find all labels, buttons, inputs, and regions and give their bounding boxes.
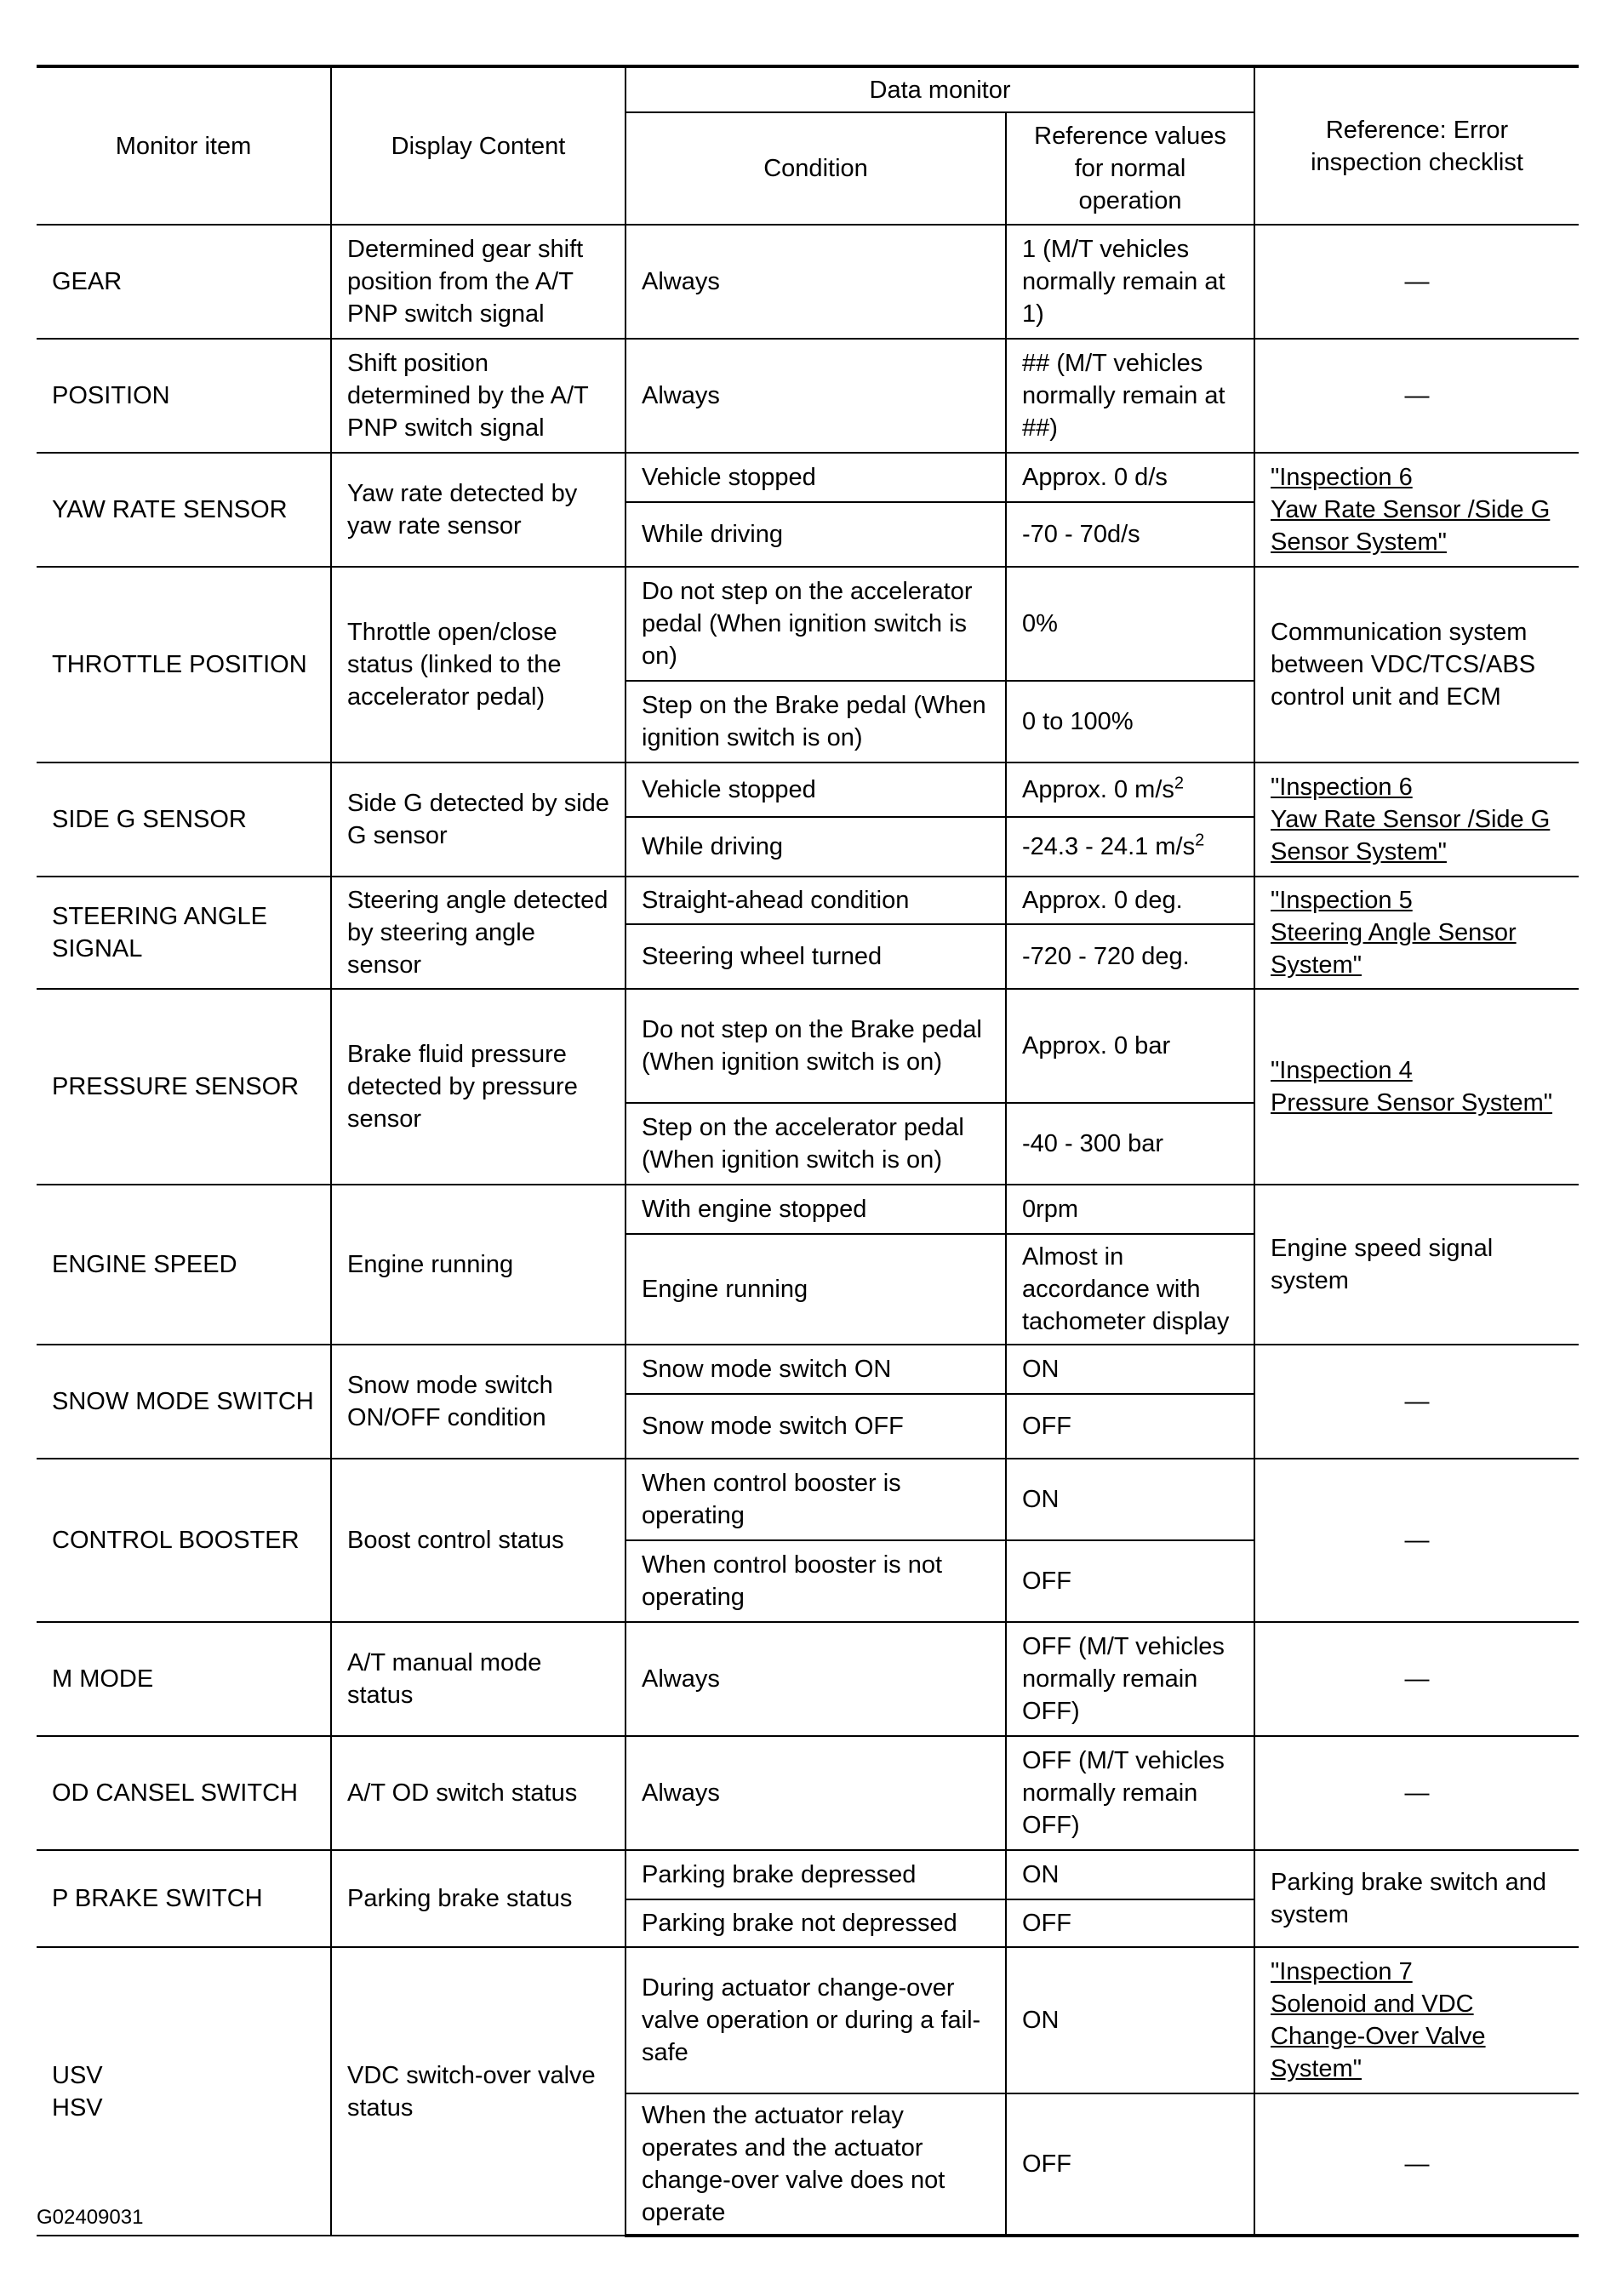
reference-none: —: [1254, 1459, 1579, 1622]
condition-cell: When control booster is not operating: [626, 1540, 1006, 1622]
condition-cell: Vehicle stopped: [626, 453, 1006, 502]
reference-none: —: [1254, 1622, 1579, 1736]
reference-value-cell: [1006, 1899, 1254, 1947]
inspection-link[interactable]: "Inspection 7 Solenoid and VDC Change-Over Valve System": [1271, 1958, 1486, 2082]
reference-value-text: ## (M/T vehicles normally remain at ##): [1022, 350, 1225, 442]
reference-value-text: ON: [1022, 1861, 1060, 1888]
condition-cell: Always: [626, 339, 1006, 453]
condition-cell: While driving: [626, 817, 1006, 877]
reference-value-cell: [1006, 225, 1254, 339]
reference-value-cell: [1006, 762, 1254, 817]
table-row: [37, 1947, 1579, 2093]
condition-cell: When the actuator relay operates and the actuator change-over valve does not operate: [626, 2093, 1006, 2236]
display-content-cell: Yaw rate detected by yaw rate sensor: [331, 453, 626, 567]
display-content-cell: Parking brake status: [331, 1850, 626, 1947]
display-content-cell: VDC switch-over valve status: [331, 1947, 626, 2236]
monitor-item-cell: USV HSV: [37, 1947, 331, 2236]
reference-value-cell: [1006, 567, 1254, 681]
condition-cell: Always: [626, 1622, 1006, 1736]
condition-cell: When control booster is operating: [626, 1459, 1006, 1540]
reference-value-text: 0%: [1022, 610, 1058, 637]
monitor-item-cell: OD CANSEL SWITCH: [37, 1736, 331, 1850]
reference-value-text: Approx. 0 m/s: [1022, 776, 1174, 803]
table-row: [37, 1459, 1579, 1540]
monitor-item-cell: M MODE: [37, 1622, 331, 1736]
condition-cell: While driving: [626, 502, 1006, 567]
monitor-item-cell: CONTROL BOOSTER: [37, 1459, 331, 1622]
reference-value-cell: [1006, 1234, 1254, 1345]
condition-cell: Step on the accelerator pedal (When ignition switch is on): [626, 1103, 1006, 1185]
reference-value-text: OFF (M/T vehicles normally remain OFF): [1022, 1633, 1225, 1725]
monitor-item-cell: SNOW MODE SWITCH: [37, 1345, 331, 1459]
display-content-cell: Determined gear shift position from the A/T PNP switch signal: [331, 225, 626, 339]
reference-value-text: Approx. 0 bar: [1022, 1032, 1171, 1059]
table-row: [37, 1185, 1579, 1234]
reference-value-cell: [1006, 1345, 1254, 1394]
monitor-item-cell: GEAR: [37, 225, 331, 339]
condition-cell: Always: [626, 225, 1006, 339]
reference-value-cell: [1006, 453, 1254, 502]
inspection-link[interactable]: "Inspection 4 Pressure Sensor System": [1271, 1057, 1553, 1117]
reference-text: Communication system between VDC/TCS/ABS control unit and ECM: [1254, 567, 1579, 762]
display-content-cell: Brake fluid pressure detected by pressure sensor: [331, 989, 626, 1185]
monitor-item-cell: THROTTLE POSITION: [37, 567, 331, 762]
monitor-item-cell: ENGINE SPEED: [37, 1185, 331, 1345]
monitor-item-cell: STEERING ANGLE SIGNAL: [37, 877, 331, 989]
figure-id: G02409031: [37, 2206, 144, 2229]
display-content-cell: Engine running: [331, 1185, 626, 1345]
reference-value-text: OFF (M/T vehicles normally remain OFF): [1022, 1747, 1225, 1839]
condition-cell: Do not step on the accelerator pedal (When ignition switch is on): [626, 567, 1006, 681]
reference-value-cell: [1006, 1185, 1254, 1234]
table-row: [37, 877, 1579, 924]
table-row: [37, 567, 1579, 681]
reference-value-cell: [1006, 1459, 1254, 1540]
table-row: [37, 1736, 1579, 1850]
reference-value-text: 1 (M/T vehicles normally remain at 1): [1022, 236, 1225, 328]
reference-link-cell[interactable]: [1254, 1947, 1579, 2093]
display-content-cell: A/T manual mode status: [331, 1622, 626, 1736]
reference-value-cell: [1006, 1947, 1254, 2093]
table-row: [37, 453, 1579, 502]
reference-none: —: [1254, 339, 1579, 453]
reference-value-cell: [1006, 1622, 1254, 1736]
reference-value-text: OFF: [1022, 2150, 1071, 2178]
reference-value-cell: [1006, 502, 1254, 567]
condition-cell: Snow mode switch OFF: [626, 1394, 1006, 1459]
reference-value-text: 0 to 100%: [1022, 708, 1134, 735]
monitor-item-cell: SIDE G SENSOR: [37, 762, 331, 877]
reference-link-cell[interactable]: [1254, 877, 1579, 989]
display-content-cell: Side G detected by side G sensor: [331, 762, 626, 877]
display-content-cell: Throttle open/close status (linked to the accelerator pedal): [331, 567, 626, 762]
reference-value-text: ON: [1022, 1356, 1060, 1383]
reference-value-cell: [1006, 1736, 1254, 1850]
data-monitor-table: [37, 65, 1579, 2237]
condition-cell: Always: [626, 1736, 1006, 1850]
condition-cell: Vehicle stopped: [626, 762, 1006, 817]
reference-value-cell: [1006, 681, 1254, 762]
reference-none: —: [1254, 1345, 1579, 1459]
reference-none: —: [1254, 225, 1579, 339]
reference-link-cell[interactable]: [1254, 989, 1579, 1185]
reference-value-cell: [1006, 877, 1254, 924]
reference-text: Engine speed signal system: [1254, 1185, 1579, 1345]
reference-value-cell: [1006, 989, 1254, 1103]
monitor-item-cell: PRESSURE SENSOR: [37, 989, 331, 1185]
reference-value-text: Approx. 0 deg.: [1022, 887, 1183, 914]
reference-value-text: -720 - 720 deg.: [1022, 943, 1190, 970]
header-display-content: Display Content: [331, 66, 626, 225]
inspection-link[interactable]: "Inspection 5 Steering Angle Sensor System": [1271, 887, 1517, 979]
condition-cell: With engine stopped: [626, 1185, 1006, 1234]
reference-value-text: -70 - 70d/s: [1022, 521, 1140, 548]
unit-exponent: 2: [1174, 774, 1185, 793]
table-row: [37, 762, 1579, 817]
table-row: [37, 225, 1579, 339]
reference-none: —: [1254, 2093, 1579, 2236]
condition-cell: During actuator change-over valve operation or during a fail-safe: [626, 1947, 1006, 2093]
monitor-item-cell: P BRAKE SWITCH: [37, 1850, 331, 1947]
reference-value-cell: [1006, 817, 1254, 877]
condition-cell: Parking brake not depressed: [626, 1899, 1006, 1947]
reference-value-cell: [1006, 339, 1254, 453]
reference-value-text: Approx. 0 d/s: [1022, 464, 1168, 491]
header-reference-values: Reference values for normal operation: [1006, 112, 1254, 225]
monitor-item-cell: POSITION: [37, 339, 331, 453]
reference-value-text: ON: [1022, 2007, 1060, 2034]
reference-value-text: -40 - 300 bar: [1022, 1130, 1164, 1157]
inspection-link[interactable]: "Inspection 6 Yaw Rate Sensor /Side G Sensor System": [1271, 464, 1551, 556]
table-row: [37, 989, 1579, 1103]
header-condition: Condition: [626, 112, 1006, 225]
condition-cell: Do not step on the Brake pedal (When ignition switch is on): [626, 989, 1006, 1103]
display-content-cell: A/T OD switch status: [331, 1736, 626, 1850]
reference-value-text: 0rpm: [1022, 1196, 1079, 1223]
condition-cell: Snow mode switch ON: [626, 1345, 1006, 1394]
header-reference-error: Reference: Error inspection checklist: [1254, 66, 1579, 225]
reference-value-text: OFF: [1022, 1568, 1071, 1595]
reference-value-text: -24.3 - 24.1 m/s: [1022, 833, 1196, 860]
table-body: [37, 225, 1579, 2236]
condition-cell: Steering wheel turned: [626, 924, 1006, 989]
monitor-item-cell: YAW RATE SENSOR: [37, 453, 331, 567]
monitor-table-container: [37, 65, 1579, 2237]
table-row: [37, 1622, 1579, 1736]
header-monitor-item: Monitor item: [37, 66, 331, 225]
inspection-link[interactable]: "Inspection 6 Yaw Rate Sensor /Side G Sensor System": [1271, 774, 1551, 865]
reference-value-text: Almost in accordance with tachometer display: [1022, 1243, 1230, 1335]
reference-value-text: OFF: [1022, 1910, 1071, 1937]
unit-exponent: 2: [1195, 831, 1205, 850]
display-content-cell: Snow mode switch ON/OFF condition: [331, 1345, 626, 1459]
header-data-monitor: Data monitor: [626, 66, 1254, 112]
reference-link-cell[interactable]: [1254, 453, 1579, 567]
reference-value-cell: [1006, 2093, 1254, 2236]
reference-none: —: [1254, 1736, 1579, 1850]
reference-text: Parking brake switch and system: [1254, 1850, 1579, 1947]
table-row: [37, 1345, 1579, 1394]
condition-cell: Step on the Brake pedal (When ignition switch is on): [626, 681, 1006, 762]
display-content-cell: Boost control status: [331, 1459, 626, 1622]
display-content-cell: Shift position determined by the A/T PNP switch signal: [331, 339, 626, 453]
reference-value-cell: [1006, 1103, 1254, 1185]
display-content-cell: Steering angle detected by steering angle sensor: [331, 877, 626, 989]
condition-cell: Engine running: [626, 1234, 1006, 1345]
reference-value-text: ON: [1022, 1486, 1060, 1513]
table-row: [37, 339, 1579, 453]
reference-value-cell: [1006, 1394, 1254, 1459]
table-row: [37, 1850, 1579, 1899]
reference-value-cell: [1006, 924, 1254, 989]
condition-cell: Straight-ahead condition: [626, 877, 1006, 924]
reference-value-cell: [1006, 1850, 1254, 1899]
reference-value-text: OFF: [1022, 1413, 1071, 1440]
reference-link-cell[interactable]: [1254, 762, 1579, 877]
reference-value-cell: [1006, 1540, 1254, 1622]
condition-cell: Parking brake depressed: [626, 1850, 1006, 1899]
